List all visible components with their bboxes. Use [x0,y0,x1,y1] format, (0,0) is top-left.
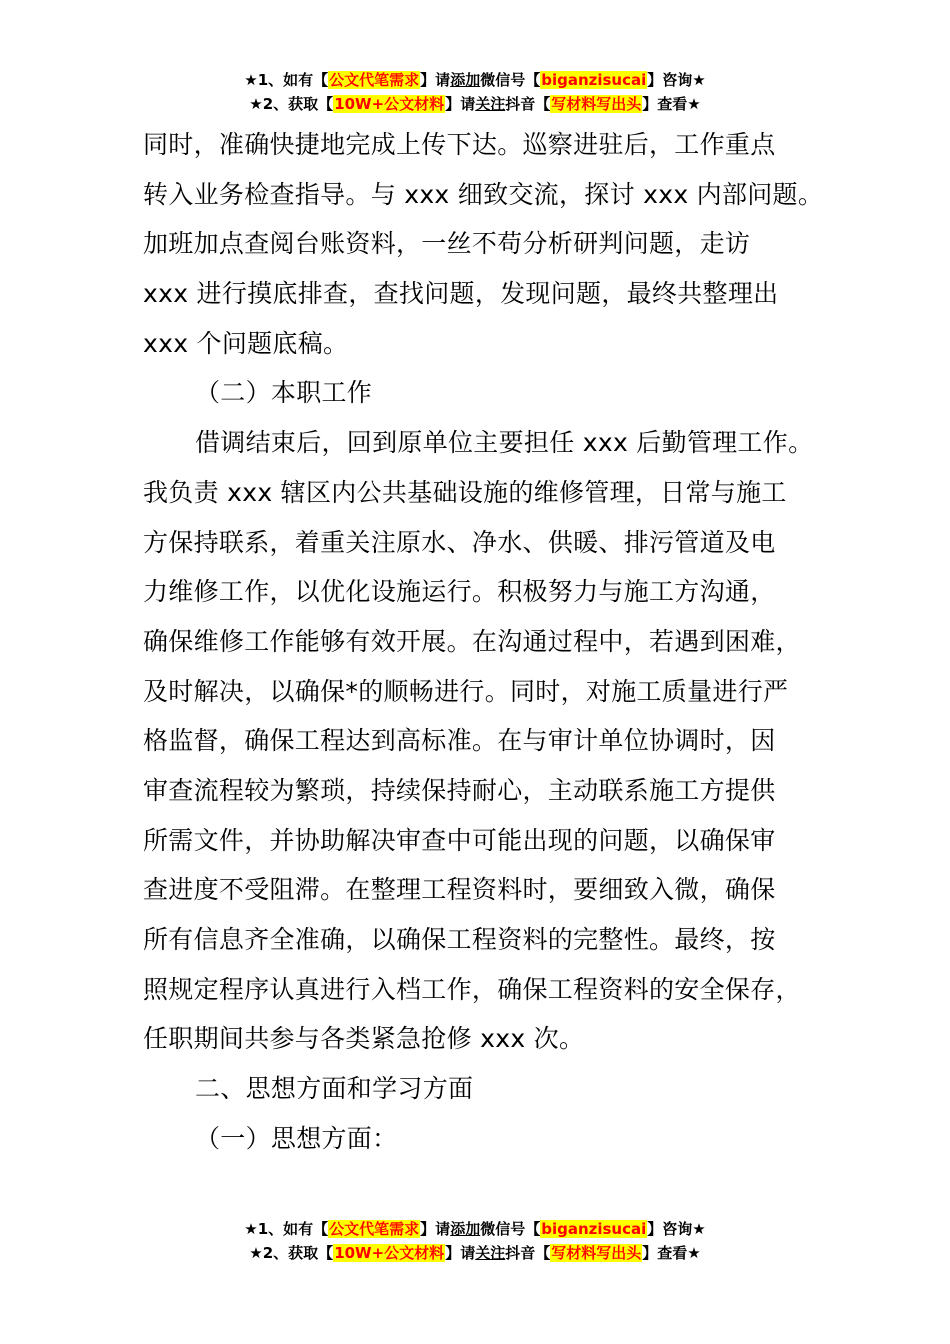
body-line: 所需文件，并协助解决审查中可能出现的问题，以确保审 [143,825,776,855]
banner-line-1 [0,68,950,92]
body-line: 及时解决，以确保*的顺畅进行。同时，对施工质量进行严 [143,676,789,706]
banner-emphasis: 添加 [450,1220,481,1238]
body-line: 加班加点查阅台账资料，一丝不苟分析研判问题，走访 [143,229,751,259]
banner-text: 】请 [445,95,476,113]
section-heading: （二）本职工作 [195,378,373,408]
body-line: 照规定程序认真进行入档工作，确保工程资料的安全保存， [143,974,801,1004]
body-line: 任职期间共参与各类紧急抢修 xxx 次。 [143,1024,585,1054]
body-line: 转入业务检查指导。与 xxx 细致交流，探讨 xxx 内部问题。 [143,179,824,209]
banner-text: 】查看★ [642,1244,701,1262]
banner-text: 抖音【 [505,95,551,113]
body-line: 格监督，确保工程达到高标准。在与审计单位协调时，因 [143,726,776,756]
body-line: 同时，准确快捷地完成上传下达。巡察进驻后，工作重点 [143,130,776,159]
body-line: 审查流程较为繁琐，持续保持耐心，主动联系施工方提供 [143,775,776,805]
body-line: 确保维修工作能够有效开展。在沟通过程中，若遇到困难， [143,626,801,656]
document-body [143,120,824,1163]
body-line: 查进度不受阻滞。在整理工程资料时，要细致入微，确保 [143,875,776,905]
banner-text: 】咨询★ [647,1220,706,1238]
body-line: 方保持联系，着重关注原水、净水、供暖、排污管道及电 [143,527,776,557]
body-line: 我负责 xxx 辖区内公共基础设施的维修管理，日常与施工 [143,477,787,507]
banner-text: ★1、如有【 [244,1220,329,1238]
body-line: 所有信息齐全准确，以确保工程资料的完整性。最终，按 [143,925,776,954]
footer-banner [0,1217,950,1265]
banner-text: 】请 [420,71,451,89]
banner-text: ★2、获取【 [249,1244,334,1262]
subsection-heading: （一）思想方面： [195,1123,398,1153]
body-line: xxx 进行摸底排查，查找问题，发现问题，最终共整理出 [143,279,779,309]
banner-text: 微信号【 [480,1220,541,1238]
banner-emphasis: 添加 [450,71,481,89]
body-line: xxx 个问题底稿。 [143,328,349,358]
banner-text: ★2、获取【 [249,95,334,113]
header-banner [0,68,950,116]
banner-highlight: 公文代笔需求 [329,1220,420,1238]
banner-wechat-id: biganzisucai [541,1220,647,1238]
banner-text: 】查看★ [642,95,701,113]
section-heading: 二、思想方面和学习方面 [195,1074,474,1104]
banner-highlight: 10W+公文材料 [334,1244,445,1262]
banner-highlight: 公文代笔需求 [329,71,420,89]
banner-text: 】请 [420,1220,451,1238]
banner-douyin-id: 写材料写出头 [551,95,642,113]
banner-wechat-id: biganzisucai [541,71,647,89]
banner-text: 】咨询★ [647,71,706,89]
banner-line-2 [0,1241,950,1265]
banner-emphasis: 关注 [475,95,506,113]
banner-douyin-id: 写材料写出头 [551,1244,642,1262]
banner-highlight: 10W+公文材料 [334,95,445,113]
banner-line-2 [0,92,950,116]
banner-text: 】请 [445,1244,476,1262]
banner-line-1 [0,1217,950,1241]
banner-text: 抖音【 [505,1244,551,1262]
banner-text: 微信号【 [480,71,541,89]
banner-text: ★1、如有【 [244,71,329,89]
paragraph-start: 借调结束后，回到原单位主要担任 xxx 后勤管理工作。 [195,428,814,458]
body-line: 力维修工作，以优化设施运行。积极努力与施工方沟通， [143,577,776,607]
banner-emphasis: 关注 [475,1244,506,1262]
